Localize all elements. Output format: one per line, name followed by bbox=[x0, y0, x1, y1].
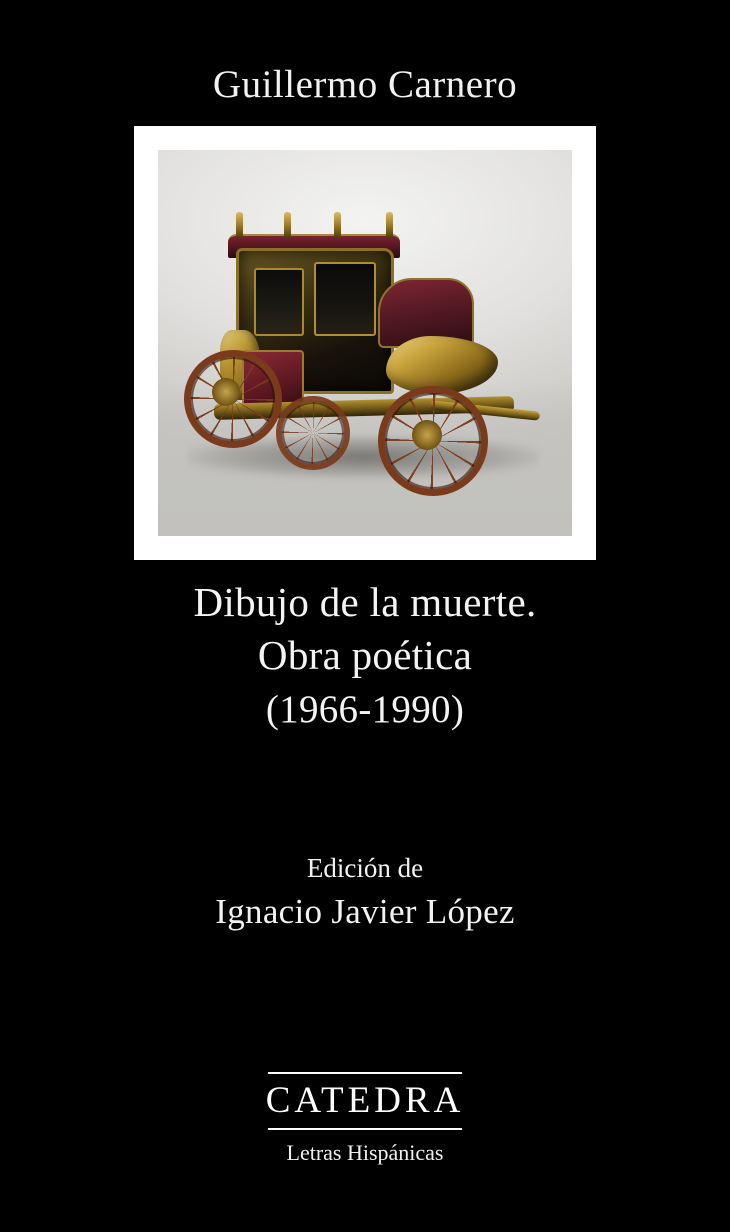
publisher-name: CATEDRA bbox=[265, 1080, 465, 1121]
cover-illustration-frame bbox=[134, 126, 596, 560]
publisher-rule-bottom bbox=[268, 1128, 462, 1130]
title-line-1: Dibujo de la muerte. bbox=[193, 579, 537, 625]
carriage-wheel-hub bbox=[412, 420, 442, 450]
carriage-finial bbox=[284, 212, 291, 238]
carriage-window bbox=[314, 262, 376, 336]
title-line-2: Obra poética bbox=[257, 632, 473, 678]
carriage-finial bbox=[236, 212, 243, 238]
author-name: Guillermo Carnero bbox=[212, 63, 518, 106]
carriage-wheel-hub bbox=[212, 378, 240, 406]
publisher-block bbox=[0, 1072, 730, 1170]
carriage-finial bbox=[386, 212, 393, 238]
carriage-wheel bbox=[276, 396, 350, 470]
carriage-illustration bbox=[180, 210, 552, 510]
carriage-window bbox=[254, 268, 304, 336]
editor-credit bbox=[0, 848, 730, 936]
cover-illustration-photo bbox=[158, 150, 572, 536]
collection-name: Letras Hispánicas bbox=[286, 1140, 444, 1165]
title-line-3: (1966-1990) bbox=[265, 688, 465, 731]
carriage-gilded-ornament bbox=[386, 336, 498, 394]
editor-label: Edición de bbox=[306, 853, 424, 883]
book-title bbox=[0, 576, 730, 738]
carriage-finial bbox=[334, 212, 341, 238]
editor-name: Ignacio Javier López bbox=[215, 892, 515, 931]
